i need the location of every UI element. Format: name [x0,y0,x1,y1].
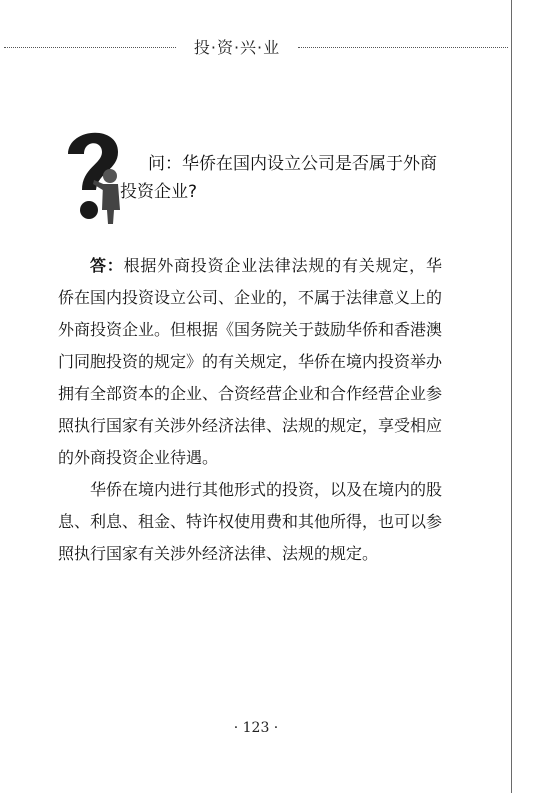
answer-paragraph-2: 华侨在境内进行其他形式的投资，以及在境内的股息、利息、租金、特许权使用费和其他所得，也可以参照执行国家有关涉外经济法律、法规的规定。 [58,480,443,563]
answer-label: 答： [90,256,124,275]
running-header [0,34,512,60]
header-dotted-rule-left [4,47,176,48]
header-dotted-rule-right [298,47,508,48]
page-edge-line [511,0,512,793]
question-mark-figure-icon [58,118,128,228]
answer-body [58,250,442,570]
answer-paragraph [58,250,442,474]
page-number: · 123 · [233,720,279,736]
answer-paragraph-1-text: 根据外商投资企业法律法规的有关规定，华侨在国内投资设立公司、企业的，不属于法律意义上的外商投资企业。但根据《国务院关于鼓励华侨和香港澳门同胞投资的规定》的有关规定，华侨在境内投资举办拥有全部资本的企业、合资经营企业和合作经营企业参照执行国家有关涉外经济法律、法规的规定，享受相应的外商投资企业待遇。 [58,256,443,467]
question-heading: 问：华侨在国内设立公司是否属于外商投资企业? [120,154,437,202]
header-title: 投·资·兴·业 [193,38,281,57]
